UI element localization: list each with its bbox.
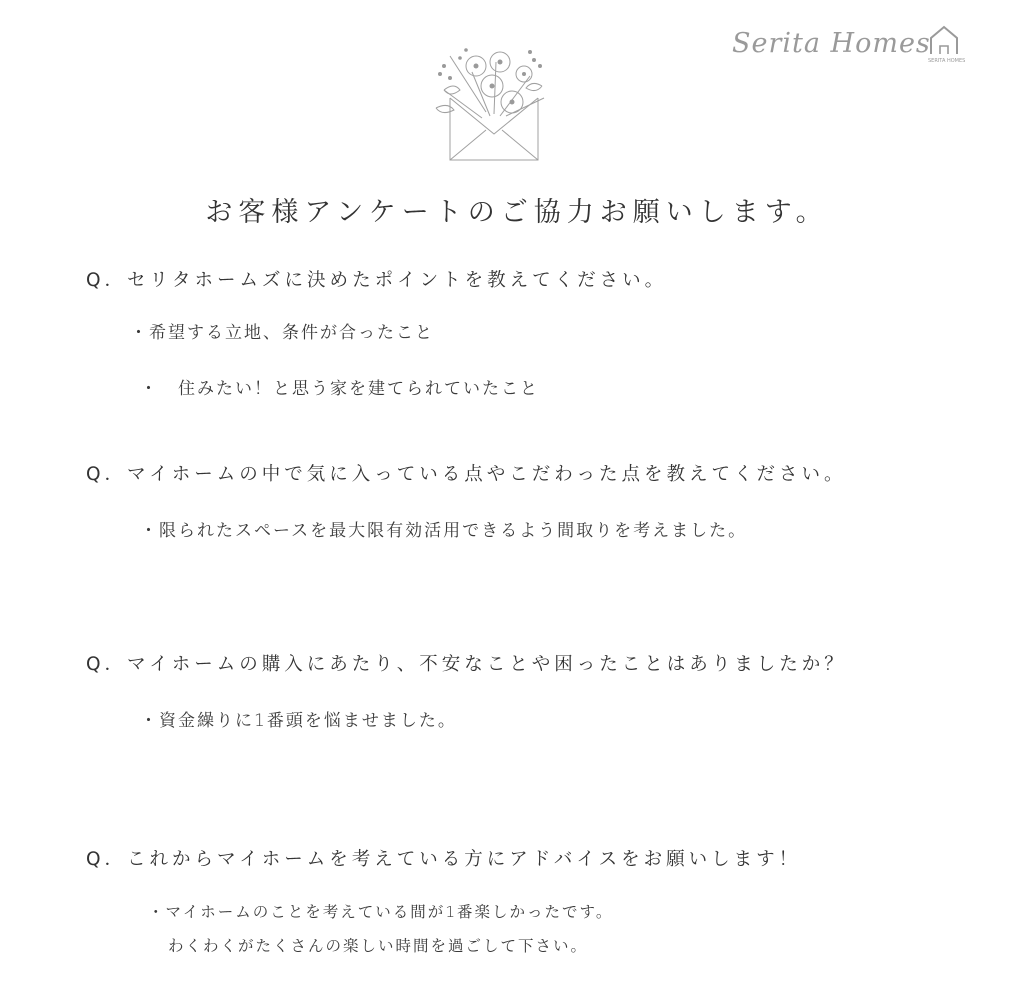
flower-envelope-illustration xyxy=(420,36,550,164)
page-title: お客様アンケートのご協力お願いします。 xyxy=(205,197,829,228)
serita-homes-logo xyxy=(732,24,964,68)
answer-1-2: ・ 住みたい！と思う家を建てられていたこと xyxy=(140,379,539,399)
question-2: Q．マイホームの中で気に入っている点やこだわった点を教えてください。 xyxy=(86,464,847,485)
logo-tagline: SERITA HOMES xyxy=(928,58,966,64)
answer-3-1: ・資金繰りに1番頭を悩ませました。 xyxy=(140,711,457,731)
question-1: Q．セリタホームズに決めたポイントを教えてください。 xyxy=(86,270,668,291)
answer-1-1: ・希望する立地、条件が合ったこと xyxy=(130,323,434,343)
answer-2-1: ・限られたスペースを最大限有効活用できるよう間取りを考えました。 xyxy=(140,521,748,541)
logo-brand-text: Serita Homes xyxy=(732,28,931,59)
question-4: Q．これからマイホームを考えている方にアドバイスをお願いします！ xyxy=(86,849,802,870)
house-icon xyxy=(928,24,960,58)
question-3: Q．マイホームの購入にあたり、不安なことや困ったことはありましたか？ xyxy=(86,654,847,675)
answer-4-2: わくわくがたくさんの楽しい時間を過ごして下さい。 xyxy=(168,937,589,955)
answer-4-1: ・マイホームのことを考えている間が1番楽しかったです。 xyxy=(148,903,614,921)
